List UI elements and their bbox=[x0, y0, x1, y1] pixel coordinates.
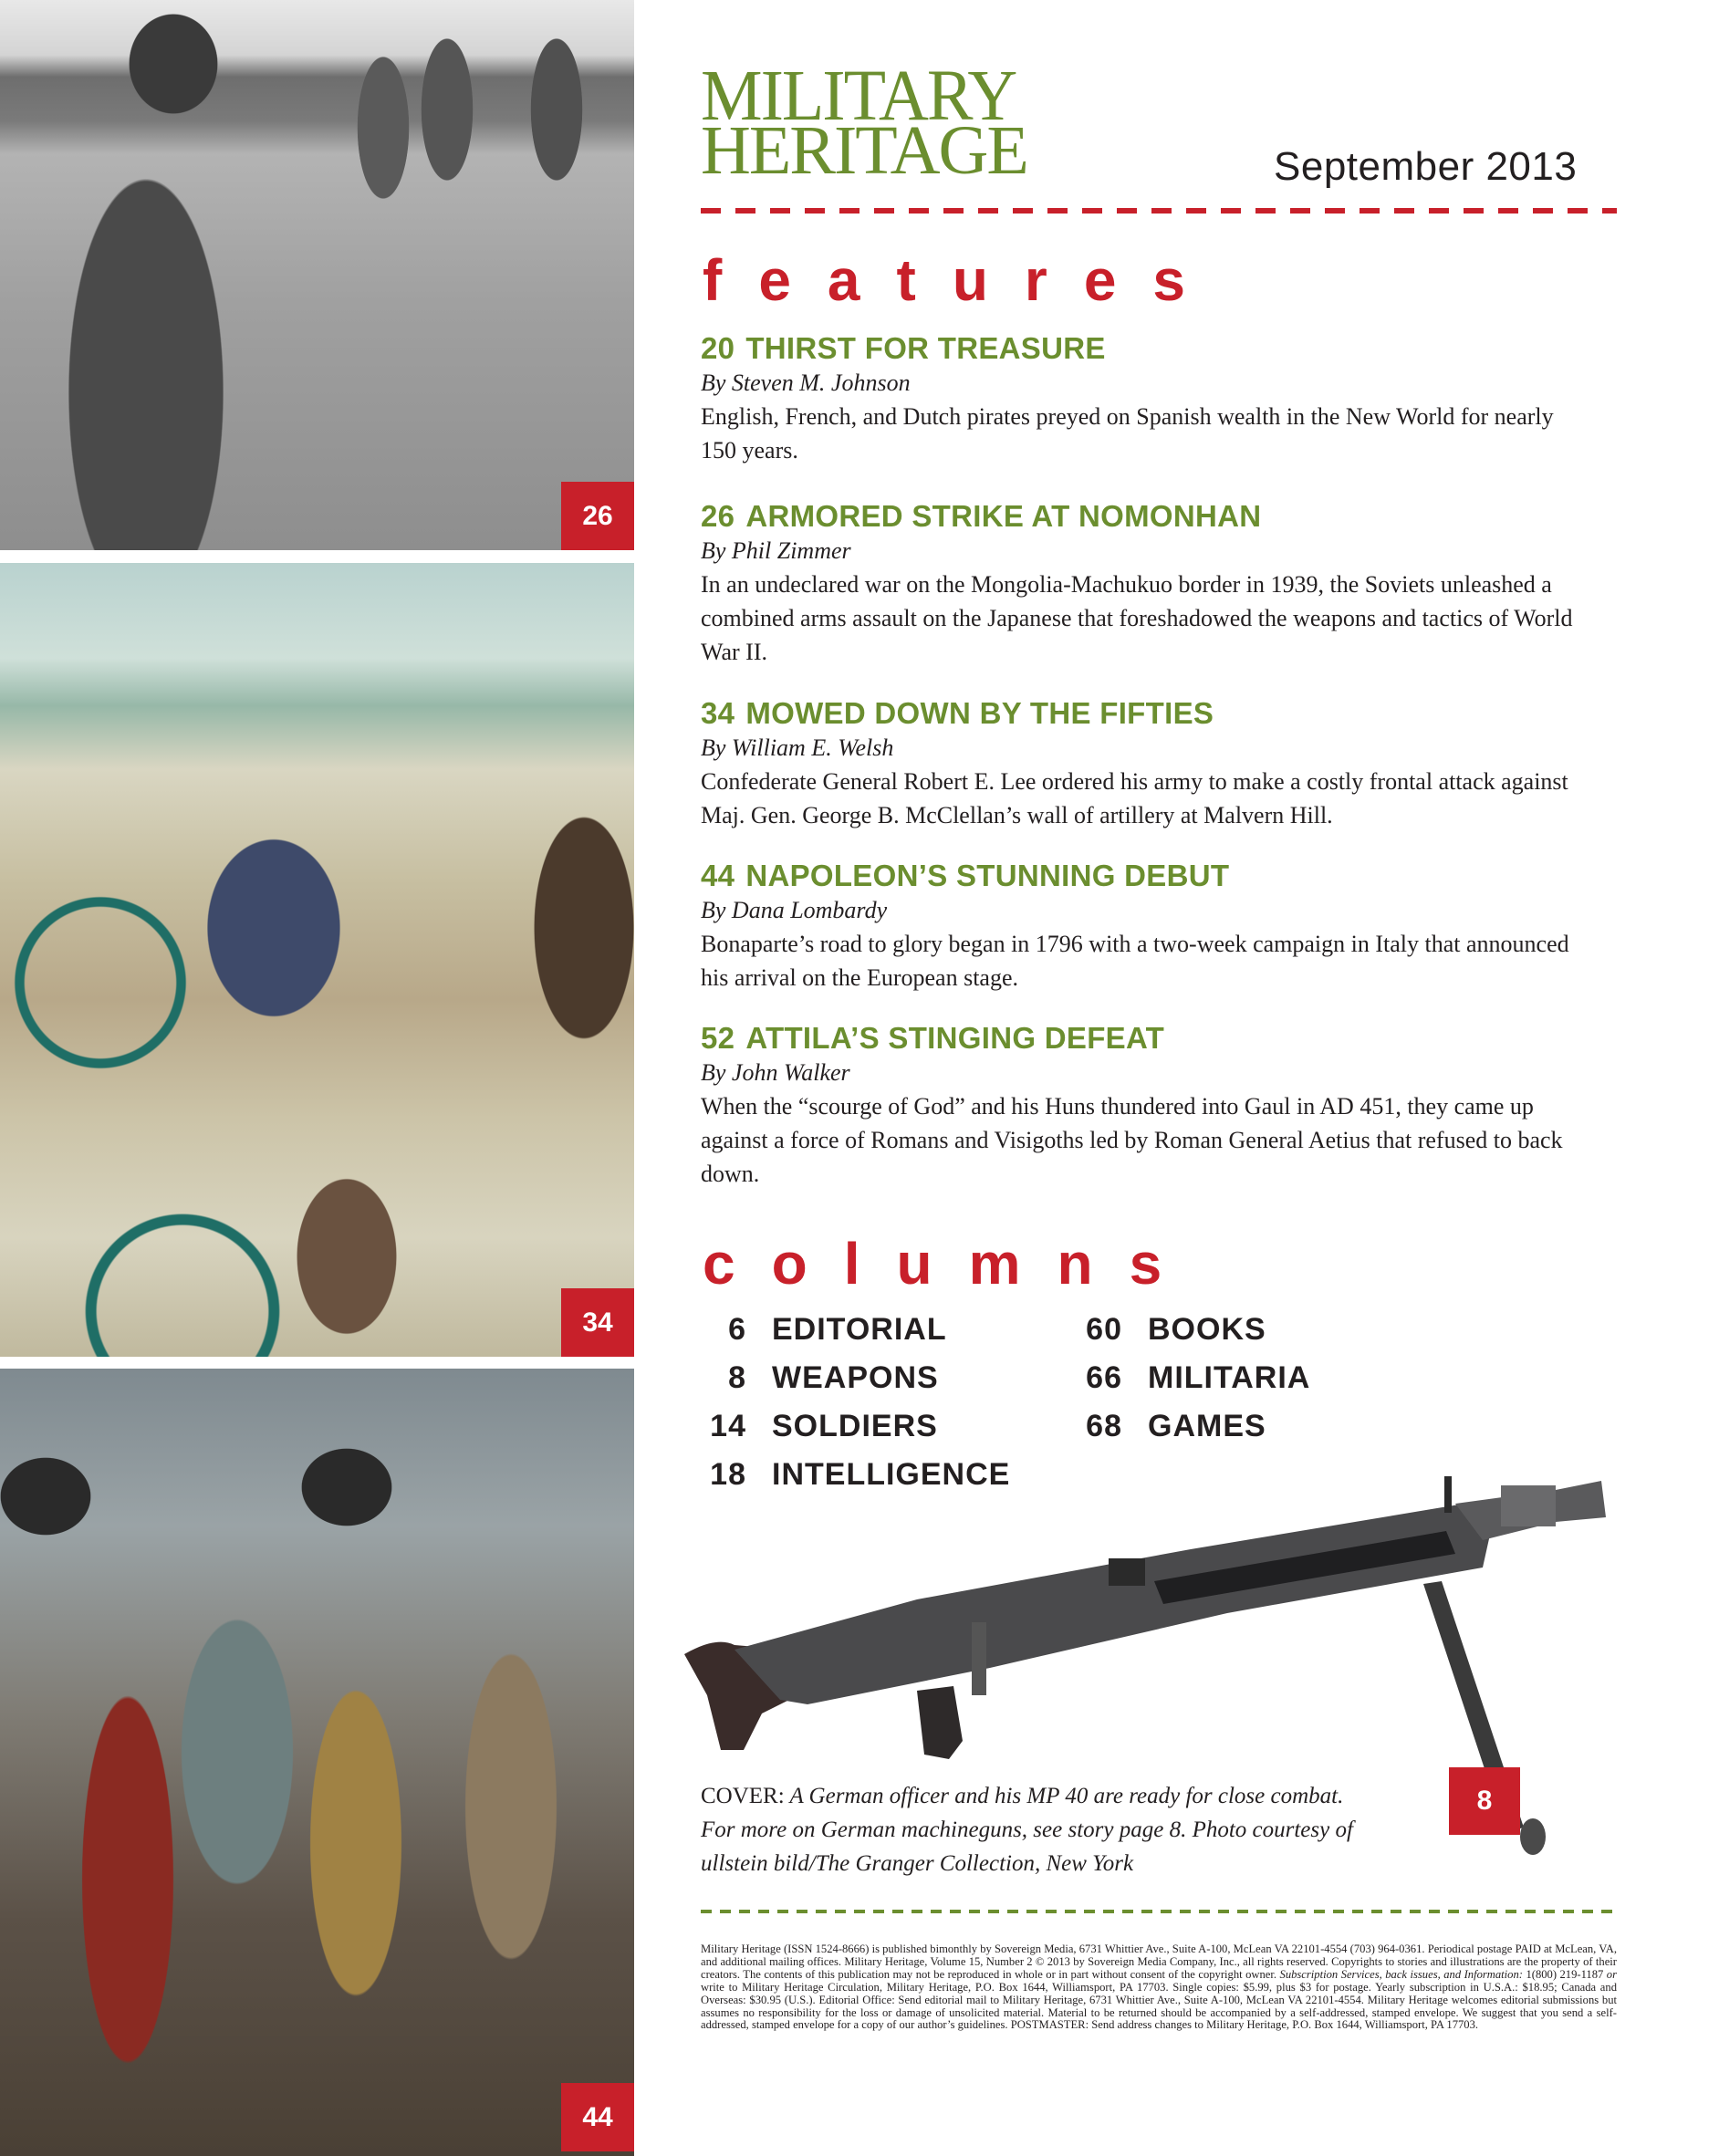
cover-caption-text: A German officer and his MP 40 are ready for close combat. For more on German machineguns, see story page 8. Photo courtesy of ullstein bild/The Granger Collection, New York bbox=[701, 1784, 1353, 1876]
column-item-militaria[interactable]: 66 MILITARIA bbox=[1086, 1360, 1311, 1395]
feature-item[interactable] bbox=[701, 858, 1613, 995]
feature-title: 20 THIRST FOR TREASURE bbox=[701, 331, 1106, 365]
photo-napoleonic-soldiers bbox=[0, 1369, 634, 2156]
feature-title: 52 ATTILA’S STINGING DEFEAT bbox=[701, 1021, 1165, 1055]
photo-civil-war-artillery bbox=[0, 563, 634, 1357]
cover-caption bbox=[701, 1779, 1358, 1880]
column-item-soldiers[interactable]: 14 SOLDIERS bbox=[710, 1409, 938, 1443]
page-badge-26[interactable]: 26 bbox=[561, 482, 634, 550]
feature-title: 26 ARMORED STRIKE AT NOMONHAN bbox=[701, 499, 1262, 533]
feature-description: Confederate General Robert E. Lee ordered his army to make a costly frontal attack against Maj. Gen. George B. McClellan’s wall of artillery at Malvern Hill. bbox=[701, 768, 1568, 828]
page-badge-34[interactable]: 34 bbox=[561, 1288, 634, 1357]
feature-page-number: 26 bbox=[701, 499, 735, 533]
header-divider bbox=[701, 208, 1617, 214]
feature-title: 44 NAPOLEON’S STUNNING DEBUT bbox=[701, 859, 1230, 892]
feature-item[interactable] bbox=[701, 1020, 1613, 1191]
column-item-games[interactable]: 68 GAMES bbox=[1086, 1409, 1266, 1443]
columns-heading: columns bbox=[703, 1231, 1199, 1297]
feature-byline: By John Walker bbox=[701, 1059, 850, 1086]
column-item-editorial[interactable]: 6 EDITORIAL bbox=[728, 1312, 947, 1347]
column-item-books[interactable]: 60 BOOKS bbox=[1086, 1312, 1266, 1347]
feature-page-number: 52 bbox=[701, 1021, 735, 1055]
footer-divider bbox=[701, 1910, 1617, 1913]
feature-byline: By Steven M. Johnson bbox=[701, 370, 911, 396]
feature-byline: By Phil Zimmer bbox=[701, 537, 851, 564]
features-heading: features bbox=[703, 247, 1222, 313]
feature-page-number: 44 bbox=[701, 859, 735, 892]
logo-line-heritage: HERITAGE bbox=[701, 112, 1027, 190]
logo-line-military: MILITARY bbox=[701, 55, 1016, 136]
feature-item[interactable] bbox=[701, 695, 1613, 832]
feature-title: 34 MOWED DOWN BY THE FIFTIES bbox=[701, 696, 1214, 730]
feature-byline: By William E. Welsh bbox=[701, 734, 894, 761]
page-badge-8[interactable]: 8 bbox=[1449, 1767, 1520, 1835]
feature-description: Bonaparte’s road to glory began in 1796 with a two-week campaign in Italy that announced his arrival on the European stage. bbox=[701, 931, 1569, 991]
publication-fine-print: Military Heritage (ISSN 1524-8666) is published bimonthly by Sovereign Media, 6731 Whittier Ave., Suite A-100, McLean VA 22101-4554 (703) 964-0361. Periodical postage PAID at McLean, VA, and additional mailing offices. Military Heritage, Volume 15, Number 2 © 2013 by Sovereign Media Company, Inc., all rights reserved. Copyrights to stories and illustrations are the property of their creators. The contents of this publication may not be reproduced in whole or in part without consent of the copyright owner. Subscription Services, back issues, and Information: 1(800) 219-1187 or write to Military Heritage Circulation, Military Heritage, P.O. Box 1644, Williamsport, PA 17703. Single copies: $5.99, plus $3 for postage. Yearly subscription in U.S.A.: $18.95; Canada and Overseas: $30.95 (U.S.). Editorial Office: Send editorial mail to Military Heritage, 6731 Whittier Ave., Suite A-100, McLean VA 22101-4554. Military Heritage welcomes editorial submissions but assumes no responsibility for the loss or damage of unsolicited material. Material to be returned should be accompanied by a self-addressed, stamped envelope. We suggest that you send a self-addressed, stamped envelope for a copy of our author’s guidelines. POSTMASTER: Send address changes to Military Heritage, P.O. Box 1644, Williamsport, PA 17703. bbox=[701, 1942, 1617, 2032]
page-badge-44[interactable]: 44 bbox=[561, 2083, 634, 2151]
column-item-weapons[interactable]: 8 WEAPONS bbox=[728, 1360, 939, 1395]
column-item-intelligence[interactable]: 18 INTELLIGENCE bbox=[710, 1457, 1011, 1492]
cover-caption-label: COVER: bbox=[701, 1784, 785, 1808]
feature-page-number: 34 bbox=[701, 696, 735, 730]
feature-description: English, French, and Dutch pirates preyed on Spanish wealth in the New World for nearly 150 years. bbox=[701, 403, 1554, 463]
issue-date: September 2013 bbox=[1274, 144, 1578, 189]
magazine-logo bbox=[701, 55, 1175, 190]
feature-item[interactable] bbox=[701, 498, 1613, 669]
photo-nomonhan-soldiers bbox=[0, 0, 634, 550]
feature-description: When the “scourge of God” and his Huns thundered into Gaul in AD 451, they came up against a force of Romans and Visigoths led by Roman General Aetius that refused to back down. bbox=[701, 1093, 1563, 1187]
feature-byline: By Dana Lombardy bbox=[701, 897, 888, 923]
feature-description: In an undeclared war on the Mongolia-Machukuo border in 1939, the Soviets unleashed a combined arms assault on the Japanese that foreshadowed the weapons and tactics of World War II. bbox=[701, 571, 1573, 665]
feature-page-number: 20 bbox=[701, 331, 735, 365]
feature-item[interactable] bbox=[701, 330, 1613, 467]
